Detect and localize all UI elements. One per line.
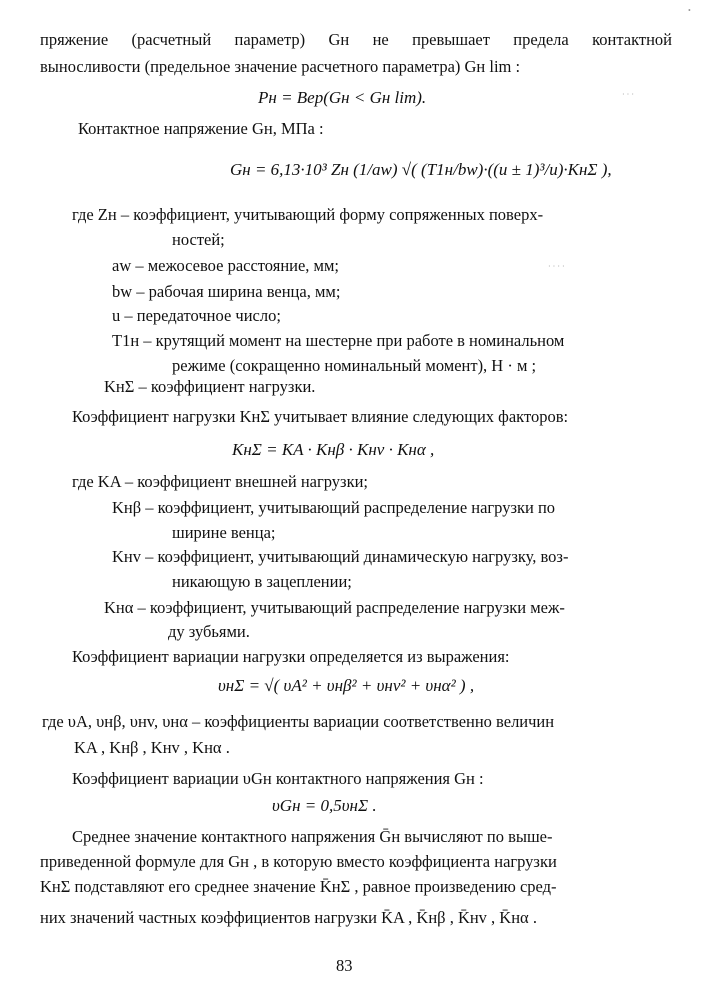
text-line-20: Коэффициент вариации нагрузки определяется из выражения: bbox=[72, 647, 510, 666]
formula-contact-stress: Gн = 6,13·10³ Zн (1/aw) √( (T1н/bw)·((u ± 1)³/u)·KнΣ ), bbox=[230, 160, 612, 179]
text-line-25: приведенной формуле для Gн , в которую вместо коэффициента нагрузки bbox=[40, 852, 557, 871]
text-line-21: где υA, υнβ, υнv, υнα – коэффициенты вариации соответственно величин bbox=[42, 712, 555, 731]
text-line-24: Среднее значение контактного напряжения Ḡн вычисляют по выше- bbox=[72, 827, 553, 846]
formula-variation: υнΣ = √( υA² + υнβ² + υнv² + υнα² ) , bbox=[218, 676, 475, 695]
text-line-8: u – передаточное число; bbox=[112, 306, 281, 325]
text-line-11: KнΣ – коэффициент нагрузки. bbox=[104, 377, 316, 396]
formula-variation-stress: υGн = 0,5υнΣ . bbox=[272, 796, 377, 815]
text-line-19: ду зубьями. bbox=[168, 622, 250, 641]
text-line-3: Контактное напряжение Gн, МПа : bbox=[78, 119, 324, 138]
text-line-6: aw – межосевое расстояние, мм; bbox=[112, 256, 340, 275]
scan-noise-mark: • bbox=[688, 6, 691, 15]
text-line-1: пряжение (расчетный параметр) Gн не превышает предела контактной bbox=[40, 30, 672, 49]
text-line-4: где Zн – коэффициент, учитывающий форму сопряженных поверх- bbox=[72, 205, 544, 224]
text-line-27: них значений частных коэффициентов нагрузки K̄A , K̄нβ , K̄нv , K̄нα . bbox=[40, 908, 537, 927]
page-number: 83 bbox=[336, 956, 353, 975]
text-line-13: где KA – коэффициент внешней нагрузки; bbox=[72, 472, 369, 491]
text-line-14: Kнβ – коэффициент, учитывающий распределение нагрузки по bbox=[112, 498, 556, 517]
text-line-17: никающую в зацеплении; bbox=[172, 572, 352, 591]
scan-noise-mark: · · · · bbox=[548, 262, 565, 271]
text-line-22: KA , Kнβ , Kнv , Kнα . bbox=[74, 738, 230, 757]
text-line-5: ностей; bbox=[172, 230, 225, 249]
text-line-12: Коэффициент нагрузки KнΣ учитывает влияние следующих факторов: bbox=[72, 407, 569, 426]
text-line-18: Kнα – коэффициент, учитывающий распределение нагрузки меж- bbox=[104, 598, 565, 617]
text-line-23: Коэффициент вариации υGн контактного напряжения Gн : bbox=[72, 769, 484, 788]
formula-probability: Pн = Вер(Gн < Gн lim). bbox=[258, 88, 427, 107]
text-line-7: bw – рабочая ширина венца, мм; bbox=[112, 282, 341, 301]
text-line-2: выносливости (предельное значение расчетного параметра) Gн lim : bbox=[40, 57, 521, 76]
text-line-10: режиме (сокращенно номинальный момент), Н · м ; bbox=[172, 356, 537, 375]
text-line-9: T1н – крутящий момент на шестерне при работе в номинальном bbox=[112, 331, 565, 350]
scan-noise-mark: · · · bbox=[622, 90, 634, 99]
text-line-16: Kнv – коэффициент, учитывающий динамическую нагрузку, воз- bbox=[112, 547, 569, 566]
text-line-26: KнΣ подставляют его среднее значение K̄нΣ , равное произведению сред- bbox=[40, 877, 557, 896]
text-line-15: ширине венца; bbox=[172, 523, 276, 542]
formula-load-factor: KнΣ = KA · Kнβ · Kнv · Kнα , bbox=[232, 440, 435, 459]
